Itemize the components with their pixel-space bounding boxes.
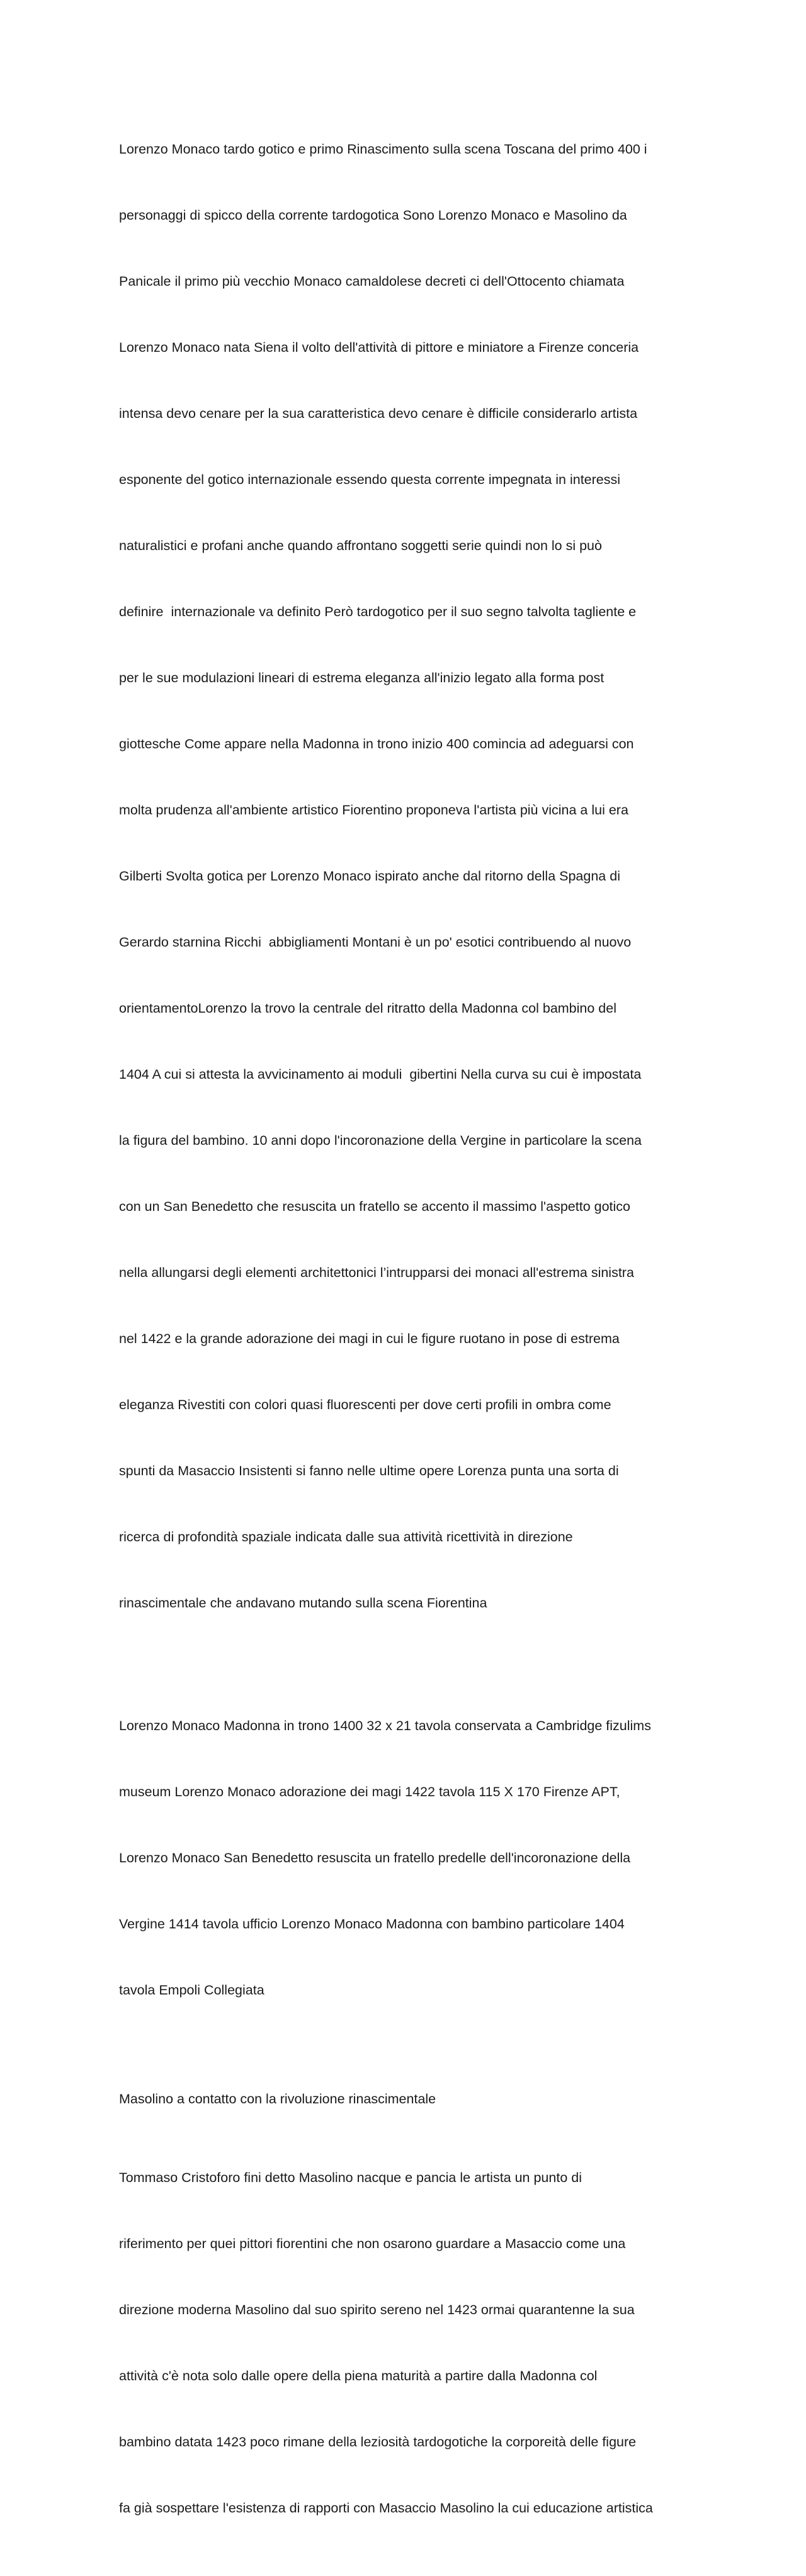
- text-line: tavola Empoli Collegiata: [119, 1983, 264, 1998]
- text-line: la figura del bambino. 10 anni dopo l'incoronazione della Vergine in particolare la scena: [119, 1133, 642, 1148]
- text-line: nel 1422 e la grande adorazione dei magi in cui le figure ruotano in pose di estrema: [119, 1331, 620, 1346]
- text-line: spunti da Masaccio Insistenti si fanno nelle ultime opere Lorenza punta una sorta di: [119, 1463, 619, 1478]
- text-line: Gilberti Svolta gotica per Lorenzo Monaco ispirato anche dal ritorno della Spagna di: [119, 869, 620, 884]
- text-line: personaggi di spicco della corrente tardogotica Sono Lorenzo Monaco e Masolino da: [119, 208, 627, 223]
- text-line: Lorenzo Monaco nata Siena il volto dell'attività di pittore e miniatore a Firenze conceria: [119, 340, 639, 355]
- paragraph-masolino: [119, 2123, 686, 2563]
- text-line: per le sue modulazioni lineari di estrema eleganza all'inizio legato alla forma post: [119, 670, 604, 685]
- text-line: ricerca di profondità spaziale indicata dalle sua attività ricettività in direzione: [119, 1529, 573, 1544]
- text-line: nella allungarsi degli elementi architettonici l’intrupparsi dei monaci all'estrema sinistra: [119, 1265, 634, 1280]
- text-line: Lorenzo Monaco Madonna in trono 1400 32 x 21 tavola conservata a Cambridge fizulims: [119, 1718, 651, 1733]
- heading-text: Masolino a contatto con la rivoluzione rinascimentale: [119, 2091, 436, 2106]
- paragraph-lorenzo-monaco: [119, 94, 686, 1658]
- text-line: esponente del gotico internazionale essendo questa corrente impegnata in interessi: [119, 472, 621, 487]
- text-line: con un San Benedetto che resuscita un fratello se accento il massimo l'aspetto gotico: [119, 1199, 631, 1214]
- text-line: naturalistici e profani anche quando affrontano soggetti serie quindi non lo si può: [119, 538, 602, 553]
- text-line: fa già sospettare l'esistenza di rapporti con Masaccio Masolino la cui educazione artistica: [119, 2500, 653, 2516]
- text-line: Lorenzo Monaco tardo gotico e primo Rinascimento sulla scena Toscana del primo 400 i: [119, 142, 647, 157]
- text-line: Lorenzo Monaco San Benedetto resuscita un fratello predelle dell'incoronazione della: [119, 1850, 631, 1865]
- paragraph-works-list: [119, 1671, 686, 2045]
- text-line: bambino datata 1423 poco rimane della leziosità tardogotiche la corporeità delle figure: [119, 2434, 637, 2449]
- text-line: Panicale il primo più vecchio Monaco camaldolese decreti ci dell'Ottocento chiamata: [119, 274, 625, 289]
- text-line: direzione moderna Masolino dal suo spirito sereno nel 1423 ormai quarantenne la sua: [119, 2302, 635, 2317]
- text-line: definire internazionale va definito Però tardogotico per il suo segno talvolta tagliente e: [119, 604, 637, 619]
- text-line: museum Lorenzo Monaco adorazione dei magi 1422 tavola 115 X 170 Firenze APT,: [119, 1784, 620, 1799]
- text-line: eleganza Rivestiti con colori quasi fluorescenti per dove certi profili in ombra come: [119, 1397, 611, 1412]
- text-line: rinascimentale che andavano mutando sulla scena Fiorentina: [119, 1595, 487, 1611]
- text-line: 1404 A cui si attesta la avvicinamento ai moduli gibertini Nella curva su cui è impostata: [119, 1067, 642, 1082]
- text-line: orientamentoLorenzo la trovo la centrale del ritratto della Madonna col bambino del: [119, 1001, 616, 1016]
- text-line: Tommaso Cristoforo fini detto Masolino nacque e pancia le artista un punto di: [119, 2170, 582, 2185]
- text-line: Gerardo starnina Ricchi abbigliamenti Montani è un po' esotici contribuendo al nuovo: [119, 935, 632, 950]
- text-line: giottesche Come appare nella Madonna in trono inizio 400 comincia ad adeguarsi con: [119, 736, 634, 751]
- text-line: attività c'è nota solo dalle opere della piena maturità a partire dalla Madonna col: [119, 2368, 598, 2383]
- text-line: riferimento per quei pittori fiorentini che non osarono guardare a Masaccio come una: [119, 2236, 626, 2251]
- section-heading: [119, 2088, 686, 2110]
- document-body: [119, 94, 686, 2576]
- text-line: molta prudenza all'ambiente artistico Fiorentino proponeva l'artista più vicina a lui era: [119, 802, 628, 818]
- text-line: intensa devo cenare per la sua caratteristica devo cenare è difficile considerarlo artista: [119, 406, 638, 421]
- text-line: Vergine 1414 tavola ufficio Lorenzo Monaco Madonna con bambino particolare 1404: [119, 1916, 625, 1932]
- blank-line: [119, 2058, 686, 2088]
